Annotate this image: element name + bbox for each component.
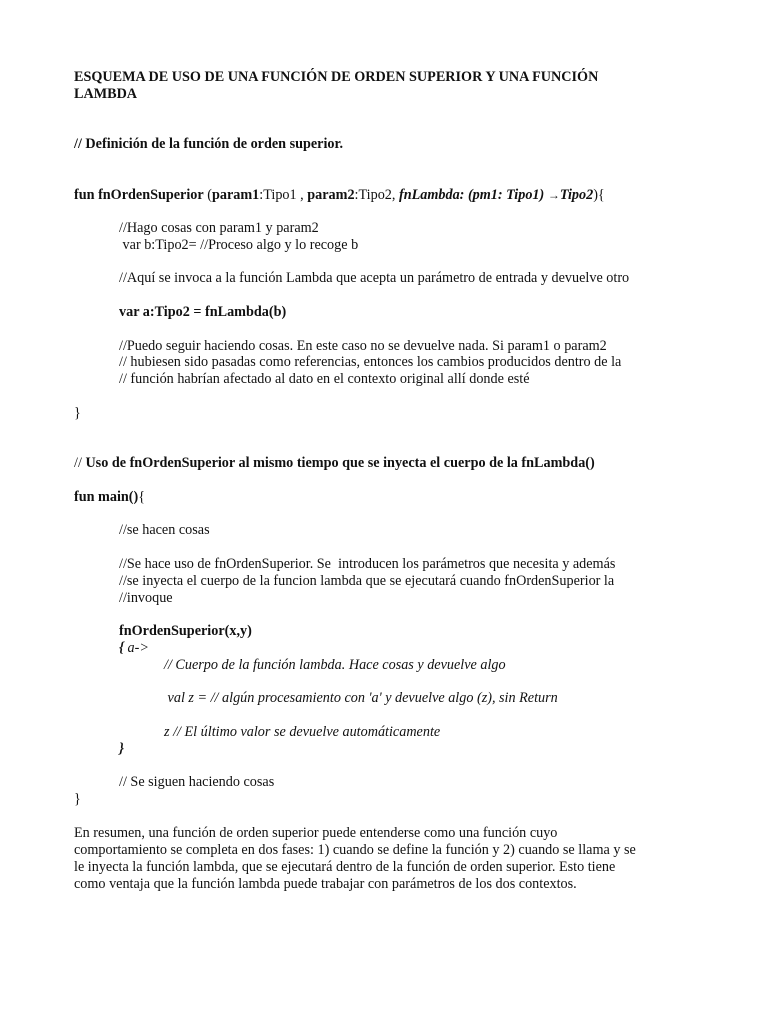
param1-type: :Tipo1 ,	[259, 187, 308, 203]
lambda-code-line: // Cuerpo de la función lambda. Hace cosas y devuelve algo	[164, 657, 506, 673]
code-line: //Se hace uso de fnOrdenSuperior. Se introducen los parámetros que necesita y además	[119, 556, 616, 572]
code-line: var b:Tipo2= //Proceso algo y lo recoge b	[119, 237, 359, 253]
open-paren: (	[207, 187, 212, 203]
signature-close: ){	[593, 187, 605, 203]
code-line-lambda-call: var a:Tipo2 = fnLambda(b)	[119, 304, 287, 320]
main-function-name: fun main()	[74, 489, 139, 505]
code-line: // hubiesen sido pasadas como referencias, entonces los cambios producidos dentro de la	[119, 354, 622, 370]
param2-type: :Tipo2,	[354, 187, 399, 203]
lambda-code-line: z // El último valor se devuelve automáticamente	[164, 724, 441, 740]
code-line: //se hacen cosas	[119, 522, 210, 538]
code-line: //Puedo seguir haciendo cosas. En este caso no se devuelve nada. Si param1 o param2	[119, 338, 607, 354]
keyword-fun: fun	[74, 187, 95, 203]
lambda-close-brace: }	[119, 741, 124, 757]
summary-paragraph-line: En resumen, una función de orden superior puede entenderse como una función cuyo	[74, 825, 558, 841]
lambda-return-type: Tipo2	[559, 187, 594, 203]
section-heading-usage	[74, 455, 595, 472]
lambda-param: fnLambda: (pm1: Tipo1)	[398, 187, 548, 203]
lambda-param-arrow: a->	[123, 640, 149, 656]
closing-brace: }	[74, 405, 81, 421]
param2-name: param2	[307, 187, 355, 203]
summary-paragraph-line: comportamiento se completa en dos fases: 1) cuando se define la función y 2) cuando se llama y se	[74, 842, 636, 858]
code-line: //Aquí se invoca a la función Lambda que acepta un parámetro de entrada y devuelve otro	[119, 270, 630, 286]
main-open-brace: {	[138, 489, 146, 505]
function-signature	[74, 187, 605, 204]
code-line: // Se siguen haciendo cosas	[119, 774, 275, 790]
code-line: // función habrían afectado al dato en el contexto original allí donde esté	[119, 371, 530, 387]
code-line: //Hago cosas con param1 y param2	[119, 220, 319, 236]
closing-brace: }	[74, 791, 81, 807]
code-line-function-call: fnOrdenSuperior(x,y)	[119, 623, 252, 639]
section-heading-definition: // Definición de la función de orden superior.	[74, 136, 344, 152]
function-name: fnOrdenSuperior	[98, 187, 204, 203]
summary-paragraph-line: como ventaja que la función lambda puede trabajar con parámetros de los dos contextos.	[74, 876, 577, 892]
document-title-line-1: ESQUEMA DE USO DE UNA FUNCIÓN DE ORDEN SUPERIOR Y UNA FUNCIÓN	[74, 69, 599, 85]
code-line: //se inyecta el cuerpo de la funcion lambda que se ejecutará cuando fnOrdenSuperior la	[119, 573, 615, 589]
main-signature	[74, 489, 145, 506]
arrow-symbol: →	[547, 188, 560, 202]
section-heading-text: Uso de fnOrdenSuperior al mismo tiempo que se inyecta el cuerpo de la fnLambda()	[85, 455, 595, 471]
lambda-open-brace: {	[119, 640, 124, 656]
code-line: //invoque	[119, 590, 173, 606]
lambda-code-line: val z = // algún procesamiento con 'a' y devuelve algo (z), sin Return	[164, 690, 558, 706]
param1-name: param1	[211, 187, 260, 203]
summary-paragraph-line: le inyecta la función lambda, que se ejecutará dentro de la función de orden superior. Esto tiene	[74, 859, 616, 875]
document-title-line-2: LAMBDA	[74, 86, 138, 102]
comment-prefix: //	[74, 455, 86, 471]
lambda-open	[119, 640, 149, 657]
